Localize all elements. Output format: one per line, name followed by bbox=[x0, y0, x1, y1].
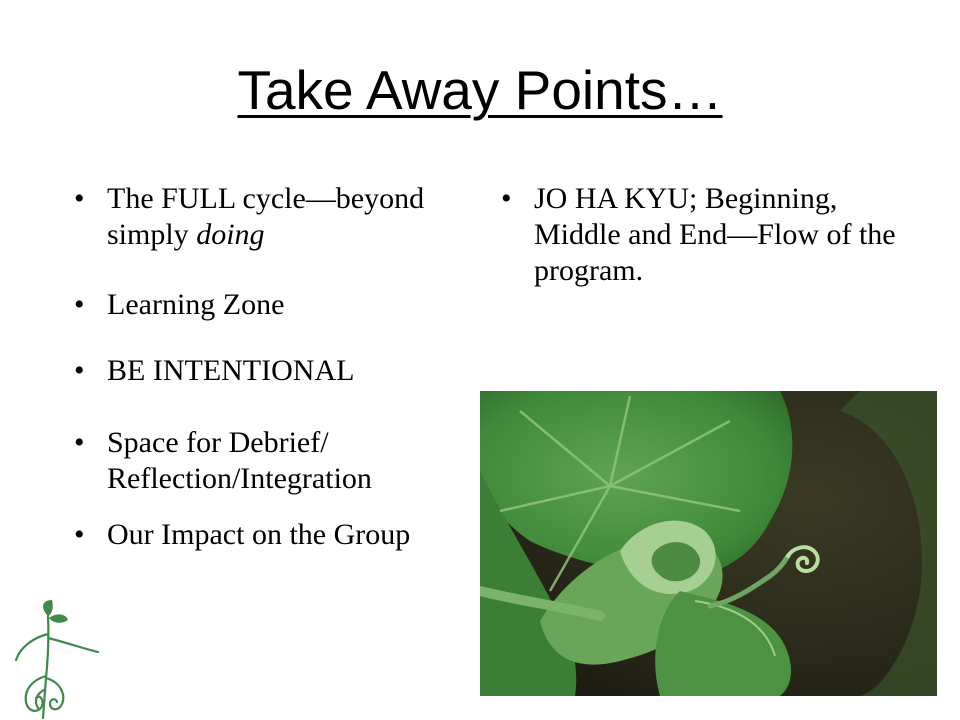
left-bullet-list bbox=[74, 181, 444, 553]
cucumber-sprout-photo bbox=[480, 391, 937, 696]
sprout-figure-logo bbox=[2, 598, 110, 720]
bullet-jo-ha-kyu bbox=[501, 181, 921, 289]
slide-title: Take Away Points… bbox=[237, 59, 723, 121]
right-bullet-list bbox=[501, 181, 921, 289]
bullet-text: The FULL cycle—beyond simply bbox=[107, 182, 425, 251]
bullet-debrief-space bbox=[74, 425, 444, 497]
bullet-learning-zone bbox=[74, 287, 444, 323]
bullet-full-cycle bbox=[74, 181, 444, 253]
bullet-text: JO HA KYU; Beginning, Middle and End—Flow of the program. bbox=[534, 182, 896, 287]
bullet-text: BE INTENTIONAL bbox=[107, 354, 355, 387]
bullet-text: Learning Zone bbox=[107, 288, 285, 321]
bullet-text: Our Impact on the Group bbox=[107, 518, 411, 551]
bullet-our-impact bbox=[74, 517, 444, 553]
bullet-be-intentional bbox=[74, 353, 444, 389]
bullet-text: Space for Debrief/ Reflection/Integration bbox=[107, 426, 372, 495]
bullet-emphasis: doing bbox=[196, 218, 265, 251]
